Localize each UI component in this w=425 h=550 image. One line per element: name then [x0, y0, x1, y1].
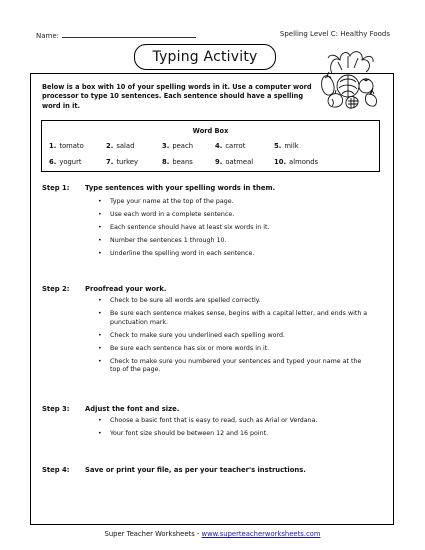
list-item: • Check to make sure you numbered your sentences and typed your name at the top of the page. — [98, 358, 368, 375]
step-4-label: Step 4: — [42, 466, 70, 474]
step-1-list — [98, 198, 368, 263]
footer — [0, 530, 425, 538]
footer-text: Super Teacher Worksheets - — [104, 530, 202, 538]
step-2-list — [98, 297, 368, 379]
page-title: Typing Activity — [134, 44, 276, 70]
step-1-heading: Type sentences with your spelling words in them. — [85, 184, 276, 192]
word-item: 9. oatmeal — [215, 158, 254, 166]
intro-instructions: Below is a box with 10 of your spelling words in it. Use a computer word processor to type 10 sentences. Each sentence should have a spelling word in it. — [42, 83, 312, 110]
word-item: 7. turkey — [106, 158, 138, 166]
footer-link[interactable]: www.superteacherworksheets.com — [201, 530, 321, 538]
word-box — [41, 120, 380, 172]
step-3-label: Step 3: — [42, 405, 70, 413]
list-item: • Underline the spelling word in each sentence. — [98, 250, 368, 259]
list-item: • Number the sentences 1 through 10. — [98, 237, 368, 246]
step-3-list — [98, 417, 368, 443]
list-item: • Check to make sure you underlined each spelling word. — [98, 332, 368, 341]
word-item: 1. tomato — [49, 142, 84, 150]
step-3-heading: Adjust the font and size. — [85, 405, 180, 413]
list-item: • Choose a basic font that is easy to read, such as Arial or Verdana. — [98, 417, 368, 426]
step-2-heading: Proofread your work. — [85, 285, 167, 293]
vegetables-clipart-icon — [318, 44, 380, 110]
list-item: • Your font size should be between 12 and 16 point. — [98, 430, 368, 439]
step-2-label: Step 2: — [42, 285, 70, 293]
word-item: 5. milk — [274, 142, 299, 150]
name-label: Name: — [36, 32, 60, 40]
word-box-title: Word Box — [192, 127, 229, 135]
step-4-heading: Save or print your file, as per your teacher's instructions. — [85, 466, 306, 474]
word-item: 4. carrot — [215, 142, 246, 150]
step-1-label: Step 1: — [42, 184, 70, 192]
word-item: 2. salad — [106, 142, 135, 150]
word-item: 10. almonds — [274, 158, 319, 166]
list-item: • Type your name at the top of the page. — [98, 198, 368, 207]
list-item: • Check to be sure all words are spelled correctly. — [98, 297, 368, 306]
word-item: 8. beans — [162, 158, 193, 166]
word-item: 3. peach — [162, 142, 194, 150]
list-item: • Be sure each sentence has six or more words in it. — [98, 345, 368, 354]
name-line — [62, 30, 196, 38]
list-item: • Be sure each sentence makes sense, begins with a capital letter, and ends with a punctuation mark. — [98, 310, 368, 327]
list-item: • Use each word in a complete sentence. — [98, 211, 368, 220]
list-item: • Each sentence should have at least six words in it. — [98, 224, 368, 233]
worksheet-subject: Spelling Level C: Healthy Foods — [279, 30, 390, 38]
word-item: 6. yogurt — [49, 158, 82, 166]
name-field — [36, 30, 196, 40]
